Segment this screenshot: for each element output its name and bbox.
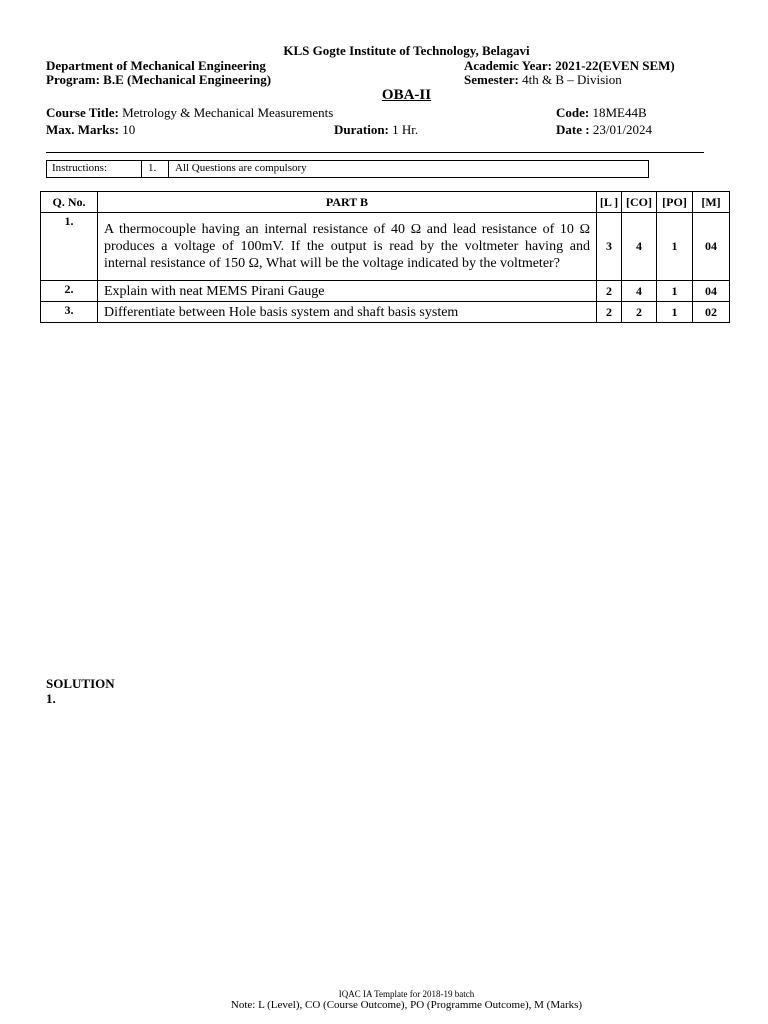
question-text: Differentiate between Hole basis system and shaft basis system — [98, 302, 597, 323]
solution-item-number: 1. — [46, 691, 56, 706]
semester — [464, 72, 622, 88]
question-marks: 04 — [693, 281, 730, 302]
date-value: 23/01/2024 — [592, 122, 653, 137]
header-divider — [46, 152, 704, 153]
table-row — [41, 302, 730, 323]
date-label: Date : — [556, 122, 590, 137]
question-level: 3 — [597, 213, 622, 281]
instructions-box — [46, 160, 649, 178]
code-label: Code: — [556, 105, 590, 120]
semester-value: 4th & B – Division — [522, 72, 622, 87]
program — [46, 72, 271, 88]
footer-template: IQAC IA Template for 2018-19 batch — [338, 989, 475, 999]
duration-label: Duration: — [334, 122, 389, 137]
exam-title: OBA-II — [381, 87, 432, 103]
academic-year-value: 2021-22(EVEN SEM) — [555, 58, 675, 73]
max-marks — [46, 122, 135, 138]
question-number: 1. — [41, 213, 98, 281]
header-qno: Q. No. — [41, 192, 98, 213]
instructions-text: All Questions are compulsory — [175, 162, 307, 174]
question-level: 2 — [597, 281, 622, 302]
course-title-value: Metrology & Mechanical Measurements — [122, 105, 334, 120]
solution-title: SOLUTION — [46, 676, 115, 691]
instructions-number: 1. — [143, 161, 169, 177]
program-label: Program: — [46, 72, 100, 87]
question-number: 3. — [41, 302, 98, 323]
question-co: 2 — [622, 302, 657, 323]
question-level: 2 — [597, 302, 622, 323]
header-po: [PO] — [657, 192, 693, 213]
duration-value: 1 Hr. — [392, 122, 419, 137]
institute-name: KLS Gogte Institute of Technology, Belagavi — [283, 43, 530, 58]
instructions-label: Instructions: — [47, 161, 142, 177]
duration — [334, 122, 418, 138]
table-row — [41, 281, 730, 302]
semester-label: Semester: — [464, 72, 519, 87]
question-marks: 04 — [693, 213, 730, 281]
question-po: 1 — [657, 213, 693, 281]
question-po: 1 — [657, 281, 693, 302]
course-code — [556, 105, 647, 121]
header-marks: [M] — [693, 192, 730, 213]
program-value: B.E (Mechanical Engineering) — [103, 72, 272, 87]
header-level: [L ] — [597, 192, 622, 213]
table-header-row — [41, 192, 730, 213]
course-title — [46, 105, 333, 121]
footer-note: Note: L (Level), CO (Course Outcome), PO (Programme Outcome), M (Marks) — [230, 999, 583, 1011]
question-co: 4 — [622, 213, 657, 281]
exam-date — [556, 122, 652, 138]
max-marks-label: Max. Marks: — [46, 122, 119, 137]
questions-table — [40, 191, 730, 323]
question-text: A thermocouple having an internal resistance of 40 Ω and lead resistance of 10 Ω produces a voltage of 100mV. If the output is read by the voltmeter having and internal resistance of 150 Ω, What will be the voltage indicated by the voltmeter? — [98, 213, 597, 281]
question-number: 2. — [41, 281, 98, 302]
question-marks: 02 — [693, 302, 730, 323]
department-name: Department of Mechanical Engineering — [46, 58, 266, 73]
course-title-label: Course Title: — [46, 105, 119, 120]
question-co: 4 — [622, 281, 657, 302]
max-marks-value: 10 — [122, 122, 136, 137]
table-row — [41, 213, 730, 281]
code-value: 18ME44B — [592, 105, 647, 120]
academic-year-label: Academic Year: — [464, 58, 552, 73]
header-co: [CO] — [622, 192, 657, 213]
question-text: Explain with neat MEMS Pirani Gauge — [98, 281, 597, 302]
header-part: PART B — [98, 192, 597, 213]
question-po: 1 — [657, 302, 693, 323]
